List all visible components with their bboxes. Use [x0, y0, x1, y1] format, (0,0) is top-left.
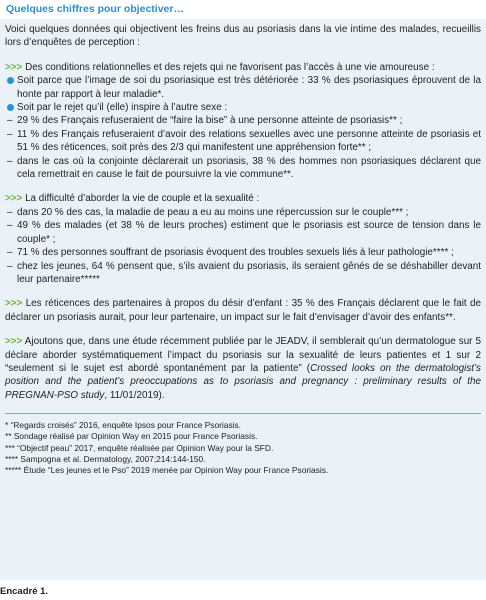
- dash-item: – dans 20 % des cas, la maladie de peau a eu au moins une répercussion sur le couple*** ;: [5, 206, 481, 219]
- section-lead: >>> La difficulté d’aborder la vie de couple et la sexualité :: [5, 193, 260, 205]
- arrow-marker-icon: >>>: [5, 336, 23, 348]
- section-lead: >>> Des conditions relationnelles et des rejets qui ne favorisent pas l’accès à une vie amoureuse :: [5, 61, 435, 73]
- footnote: ***** Étude “Les jeunes et le Pso” 2019 menée par Opinion Way pour France Psoriasis.: [5, 464, 329, 475]
- dash-item: – 49 % des malades (et 38 % de leurs proches) estiment que le psoriasis est source de tension dans le couple* ;: [5, 219, 481, 246]
- dash-item: – dans le cas où la conjointe déclarerait un psoriasis, 38 % des hommes non psoriasiques déclarent que cela remettrait en cause le fait de poursuivre la vie commune**.: [5, 155, 481, 182]
- section-couple: [5, 192, 481, 286]
- section-enfant: >>> Les réticences des partenaires à propos du désir d’enfant : 35 % des Français déclarent que le fait de déclarer un psoriasis aurait, pour leur partenaire, un impact sur le fait d’envisager d’avoir des enfants**.: [5, 298, 481, 323]
- footnote: * “Regards croisés” 2016, enquête Ipsos pour France Psoriasis.: [5, 420, 242, 431]
- dash-item: – chez les jeunes, 64 % pensent que, s’ils avaient du psoriasis, ils seraient gênés de se déshabiller devant leur partenaire*****: [5, 260, 481, 287]
- dash-item: – 29 % des Français refuseraient de “faire la bise” à une personne atteinte de psoriasis** ;: [5, 114, 481, 127]
- study-title: Crossed looks on the dermatologist’s position and the patient’s preoccupations as to psoriasis and pregnancy : preliminary results of the PREGNAN-PSO study: [5, 362, 481, 401]
- arrow-marker-icon: >>>: [5, 298, 23, 310]
- section-relations: [5, 61, 481, 182]
- bullet-item: Soit parce que l’image de soi du psoriasique est très détériorée : 33 % des psoriasiques éprouvent de la honte par rapport à leur maladie*.: [5, 74, 481, 101]
- dash-item: – 11 % des Français refuseraient d’avoir des relations sexuelles avec une personne atteinte de psoriasis et 51 % des réticences, soit près des 2/3 qui manifestent une appréhension forte** ;: [5, 128, 481, 155]
- footnotes: [5, 420, 481, 480]
- section-jeadv: >>> Ajoutons que, dans une étude récemment publiée par le JEADV, il semblerait qu’un dermatologue sur 5 déclare aborder systématiquement l’impact du psoriasis sur la sexualité de leurs patientes et 1 sur 2 “seulement si le sujet est abordé spontanément par la patiente” (Crossed looks on the dermatologist’s position and the patient’s preoccupations as to psoriasis and pregnancy : preliminary results of the PREGNAN-PSO study, 11/01/2019).: [5, 336, 481, 401]
- intro-paragraph: Voici quelques données qui objectivent les freins dus au psoriasis dans la vie intime des malades, recueillis lors d’enquêtes de perception :: [5, 24, 481, 49]
- arrow-marker-icon: >>>: [5, 193, 23, 205]
- arrow-marker-icon: >>>: [5, 61, 23, 73]
- box-title: Quelques chiffres pour objectiver…: [0, 0, 486, 19]
- box-content: [0, 19, 486, 480]
- figure-caption: Encadré 1.: [0, 586, 49, 597]
- footnote: *** “Objectif peau” 2017, enquête réalisée par Opinion Way pour la SFD.: [5, 442, 274, 453]
- divider: [5, 413, 481, 414]
- dash-item: – 71 % des personnes souffrant de psoriasis évoquent des troubles sexuels liés à leur pathologie**** ;: [5, 246, 481, 259]
- footnote: ** Sondage réalisé par Opinion Way en 2015 pour France Psoriasis.: [5, 431, 258, 442]
- bullet-item: Soit par le rejet qu’il (elle) inspire à l’autre sexe :: [5, 101, 481, 114]
- footnote: **** Sampogna et al. Dermatology, 2007;214:144-150.: [5, 453, 206, 464]
